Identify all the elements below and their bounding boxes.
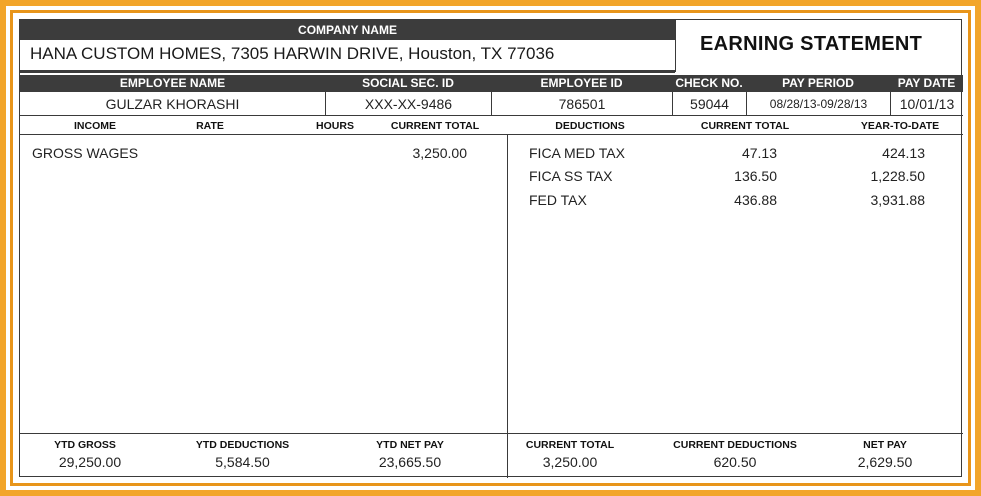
column-divider (507, 135, 508, 478)
deduction-current: 436.88 (734, 192, 777, 208)
ytd-net-pay-label: YTD NET PAY (376, 439, 444, 451)
check-no-header: CHECK NO. (675, 76, 743, 90)
employee-name-value: GULZAR KHORASHI (20, 92, 326, 116)
pay-period-value: 08/28/13-09/28/13 (747, 92, 891, 116)
company-name-line: HANA CUSTOM HOMES, 7305 HARWIN DRIVE, Houston, TX 77036 (30, 44, 555, 63)
deductions-current-total-header: CURRENT TOTAL (700, 120, 790, 132)
deduction-label: FED TAX (529, 192, 587, 208)
current-total-value: 3,250.00 (542, 454, 598, 470)
employee-id-value: 786501 (492, 92, 673, 116)
hours-column-header: HOURS (316, 120, 354, 132)
pay-period-header: PAY PERIOD (782, 76, 854, 90)
employee-id-header: EMPLOYEE ID (540, 76, 623, 90)
earning-statement-sheet (19, 19, 962, 477)
current-total-label: CURRENT TOTAL (525, 439, 615, 451)
column-header-row (20, 117, 963, 135)
deduction-ytd: 1,228.50 (870, 168, 925, 184)
deduction-label: FICA MED TAX (529, 145, 625, 161)
footer-divider (20, 433, 963, 434)
pay-date-header: PAY DATE (897, 76, 956, 90)
company-underline (20, 70, 675, 73)
statement-title: EARNING STATEMENT (700, 33, 923, 55)
current-deductions-value: 620.50 (713, 454, 757, 470)
pay-date-value: 10/01/13 (899, 96, 955, 112)
deduction-ytd: 424.13 (882, 145, 925, 161)
deduction-current: 136.50 (734, 168, 777, 184)
deduction-ytd: 3,931.88 (870, 192, 925, 208)
ytd-deductions-label: YTD DEDUCTIONS (195, 439, 290, 451)
rate-column-header: RATE (196, 120, 224, 132)
current-total-column-header: CURRENT TOTAL (390, 120, 480, 132)
year-to-date-header: YEAR-TO-DATE (860, 120, 940, 132)
net-pay-value: 2,629.50 (857, 454, 913, 470)
ytd-net-pay-value: 23,665.50 (378, 454, 442, 470)
ssn-value: XXX-XX-9486 (326, 92, 492, 116)
ssn-header: SOCIAL SEC. ID (362, 76, 454, 90)
ytd-deductions-value: 5,584.50 (215, 454, 270, 470)
check-no-value: 59044 (673, 92, 747, 116)
deductions-column-header: DEDUCTIONS (555, 120, 625, 132)
company-name-header: COMPANY NAME (20, 20, 675, 40)
income-label: GROSS WAGES (32, 145, 139, 161)
employee-header-bar (20, 75, 963, 92)
income-column-header: INCOME (74, 120, 116, 132)
deduction-label: FICA SS TAX (529, 168, 613, 184)
employee-name-header: EMPLOYEE NAME (119, 76, 226, 90)
current-deductions-label: CURRENT DEDUCTIONS (673, 439, 797, 451)
employee-row (20, 92, 963, 116)
ytd-gross-value: 29,250.00 (58, 454, 122, 470)
deduction-current: 47.13 (741, 145, 777, 161)
ytd-gross-label: YTD GROSS (54, 439, 116, 451)
net-pay-label: NET PAY (863, 439, 907, 451)
income-current-total: 3,250.00 (412, 145, 467, 161)
